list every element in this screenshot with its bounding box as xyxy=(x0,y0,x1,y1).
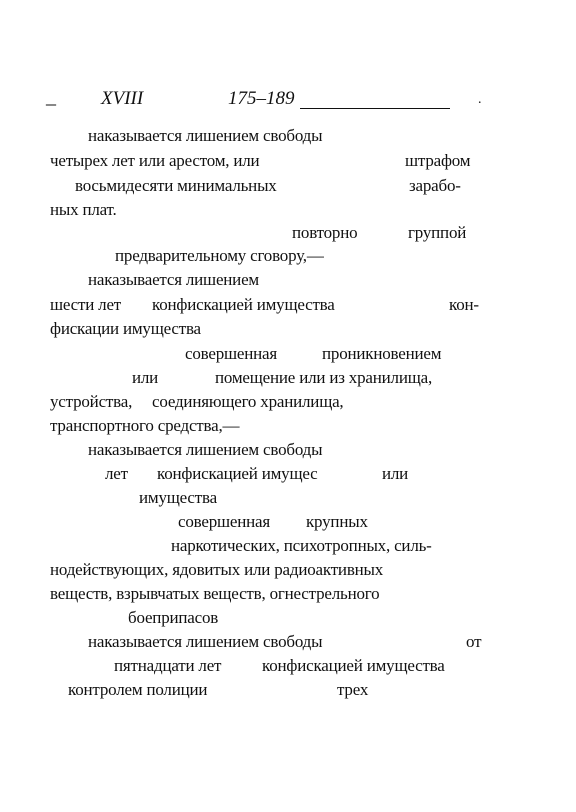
header-chapter: XVIII xyxy=(101,88,144,109)
text-line: совершенная xyxy=(178,512,271,531)
text-line: или xyxy=(132,368,159,387)
text-line: конфискацией имущества xyxy=(152,295,335,314)
header-dot: . xyxy=(478,92,482,107)
text-line: конфискацией имущес xyxy=(157,464,318,483)
text-line: нодействующих, ядовитых или радиоактивных xyxy=(50,560,384,579)
text-line: или xyxy=(382,464,409,483)
text-line: наказывается лишением свободы xyxy=(88,440,323,459)
text-line: устройства, xyxy=(50,392,133,411)
text-line: соединяющего хранилища, xyxy=(152,392,344,411)
text-line: штрафом xyxy=(405,151,471,170)
text-line: проникновением xyxy=(322,344,442,363)
header-rule xyxy=(300,108,450,109)
text-line: веществ, взрывчатых веществ, огнестрельного xyxy=(50,584,380,603)
text-line: наркотических, психотропных, силь- xyxy=(171,536,432,555)
text-line: имущества xyxy=(139,488,217,507)
text-line: наказывается лишением свободы xyxy=(88,632,323,651)
text-line: кон- xyxy=(449,295,479,314)
text-line: помещение или из хранилища, xyxy=(215,368,433,387)
text-line: фискации имущества xyxy=(50,319,201,338)
text-line: группой xyxy=(408,223,467,242)
text-line: боеприпасов xyxy=(128,608,219,627)
header-article-range: 175–189 xyxy=(228,88,295,109)
text-line: пятнадцати лет xyxy=(114,656,222,675)
text-line: предварительному сговору,— xyxy=(115,246,324,265)
text-line: конфискацией имущества xyxy=(262,656,445,675)
text-line: зарабо- xyxy=(409,176,461,195)
text-line: повторно xyxy=(292,223,358,242)
text-line: шести лет xyxy=(50,295,122,314)
text-line: совершенная xyxy=(185,344,278,363)
text-line: восьмидесяти минимальных xyxy=(75,176,277,195)
text-line: наказывается лишением xyxy=(88,270,259,289)
text-line: крупных xyxy=(306,512,368,531)
text-line: от xyxy=(466,632,482,651)
header-dash: _ xyxy=(46,86,56,108)
text-line: контролем полиции xyxy=(68,680,208,699)
text-line: лет xyxy=(105,464,128,483)
text-line: четырех лет или арестом, или xyxy=(50,151,260,170)
text-line: ных плат. xyxy=(50,200,117,219)
text-line: транспортного средства,— xyxy=(50,416,240,435)
text-line: трех xyxy=(337,680,369,699)
text-line: наказывается лишением свободы xyxy=(88,126,323,145)
